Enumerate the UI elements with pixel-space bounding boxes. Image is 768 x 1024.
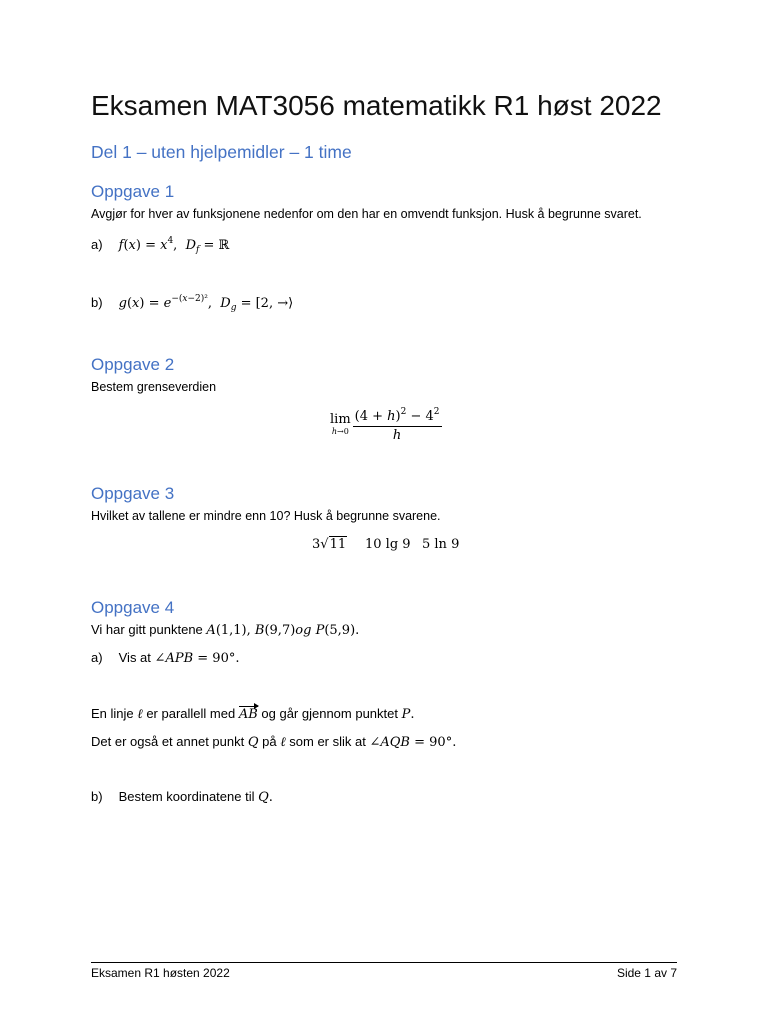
oppgave-4-points: A(1,1), B(9,7)og P(5,9). [206,623,360,638]
footer-divider [91,962,677,963]
oppgave-4a [91,650,239,667]
vector-ab: AB [238,707,258,722]
heading-oppgave-1: Oppgave 1 [91,182,175,201]
heading-oppgave-3: Oppgave 3 [91,484,175,503]
angle-aqb-formula: ∠AQB = 90°. [369,735,457,750]
oppgave-1-intro: Avgjør for hver av funksjonene nedenfor om den har en omvendt funksjon. Husk å begrunne svaret. [91,207,642,221]
oppgave-2-limit-formula [330,404,442,444]
section-subtitle: Del 1 – uten hjelpemidler – 1 time [91,142,352,162]
line1-mid: er parallell med [146,706,236,721]
oppgave-4-line-2 [91,734,456,751]
point-q-b: Q [258,790,269,805]
point-q: Q [247,735,259,750]
line1-prefix: En linje [91,706,134,721]
heading-oppgave-4: Oppgave 4 [91,598,175,617]
oppgave-1b-formula: $g(x) = e^{-(x-2)^2}$, $D_g = [2$, →⟩ [118,294,294,313]
footer-left: Eksamen R1 høsten 2022 [91,966,230,980]
line-symbol-2: ℓ [280,735,286,750]
oppgave-1a-label: a) [91,237,103,252]
line2-mid2: som er slik at [289,734,366,749]
limit-fraction: $\frac{(4 + h)^2 - 4^2}{h}$ [353,404,442,444]
oppgave-1b [91,290,293,316]
line1-suffix: og går gjennom punktet [261,706,398,721]
oppgave-4a-text: Vis at [118,650,151,665]
oppgave-4a-formula: ∠APB = 90°. [154,651,240,666]
oppgave-4b-text: Bestem koordinatene til [118,789,255,804]
oppgave-4a-label: a) [91,650,103,665]
oppgave-4b-label: b) [91,789,103,804]
oppgave-1a-formula: $f(x) = x^4$, $D_f$ = ℝ [118,236,230,255]
oppgave-1a [91,233,229,258]
oppgave-4-intro-text: Vi har gitt punktene [91,622,203,637]
oppgave-3-expression-1: 3√11 [312,537,347,552]
page-title: Eksamen MAT3056 matematikk R1 høst 2022 [91,90,662,121]
oppgave-3-expression-3: 5 ln 9 [422,537,460,552]
line2-prefix: Det er også et annet punkt [91,734,245,749]
oppgave-1b-label: b) [91,295,103,310]
line-symbol: ℓ [137,707,143,722]
heading-oppgave-2: Oppgave 2 [91,355,175,374]
line2-mid1: på [262,734,277,749]
footer-page-number: Side 1 av 7 [616,966,677,980]
limit-operator: lim h→0 [330,411,351,436]
oppgave-4-intro [91,622,359,639]
oppgave-3-intro: Hvilket av tallene er mindre enn 10? Husk å begrunne svarene. [91,509,441,523]
oppgave-2-intro: Bestem grenseverdien [91,380,217,394]
oppgave-3-expression-2: 10 lg 9 [365,537,411,552]
point-p: P [401,707,411,722]
oppgave-4-line-1: En linje ℓ er parallell med AB og går gjennom punktet P. [91,706,415,722]
oppgave-4b: b) Bestem koordinatene til Q. [91,789,273,805]
